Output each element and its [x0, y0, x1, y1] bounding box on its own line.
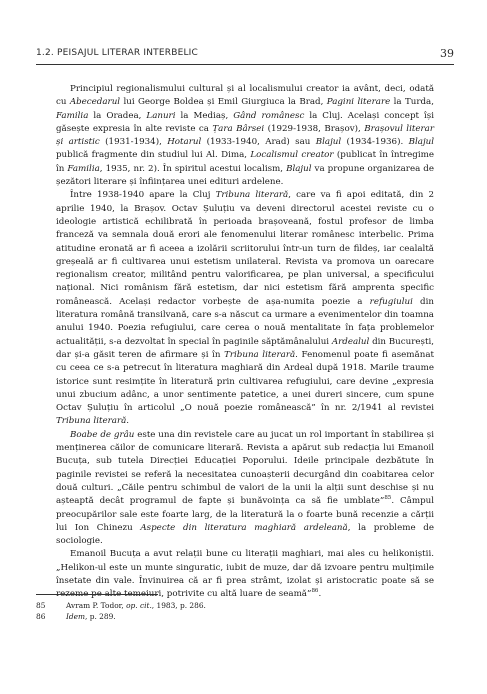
footnote [36, 600, 436, 611]
paragraph [56, 429, 434, 549]
text-run: la Oradea, [88, 110, 147, 121]
text-run: Principiul regionalismului cultural și al localismului creator ia avânt, deci, odată cu [56, 84, 434, 108]
italic-title: Brașovul literar și artistic [56, 123, 434, 148]
footnote-number: 86 [36, 612, 46, 621]
text-run: la Turda, [390, 97, 434, 108]
body-text [56, 83, 434, 602]
text-run: . Câmpul preocupărilor sale este foarte larg, de la literatură la o foarte bună recenzie a cărții lui Ion Chinezu [56, 496, 434, 533]
text-run: Emanoil Bucuța a avut relații bune cu literații maghiari, mai ales cu helikoniștii. „Helikon-ul este un munte singuratic, iubit de muze, dar dă izvoare pentru mulțimile însetate din vale. Învinuirea că ar fi prea strâmt, izolat și aristocratic poate să se rezeme pe alte temeiuri, potrivite cu altă luare de seamă” [56, 549, 434, 600]
text-run: (1933-1940, Arad) sau [201, 137, 316, 148]
text-run: , p. 289. [85, 612, 116, 621]
footnote-ref: 85 [384, 495, 392, 502]
italic-title: Țara Bârsei [212, 123, 265, 134]
paragraph [56, 83, 434, 189]
italic-title: Tribuna literară [215, 190, 289, 201]
running-header [36, 48, 454, 62]
text-run: (1931-1934), [99, 137, 168, 148]
italic-title: Familia [67, 163, 100, 174]
italic-title: Hotarul [167, 137, 202, 148]
italic-title: Aspecte din literatura maghiară ardeleană [140, 522, 348, 533]
italic-title: Blajul [315, 137, 342, 148]
text-run: (1934-1936). [341, 137, 409, 148]
italic-title: Blajul [286, 163, 312, 174]
italic-title: Localismul creator [250, 150, 334, 161]
text-run: , 1983, p. 286. [151, 601, 206, 610]
footnote-rule [36, 594, 158, 595]
italic-title: Gând românesc [233, 110, 305, 121]
italic-title: Idem [66, 612, 86, 621]
text-run: publică fragmente din studiul lui Al. Dima, [56, 150, 251, 161]
header-rule [36, 64, 454, 65]
footnote-text [66, 611, 116, 622]
text-run: la Mediaș, [175, 110, 234, 121]
italic-title: Tribuna literară [224, 349, 296, 360]
text-run: , 1935, nr. 2). În spiritul acestui localism, [99, 163, 287, 174]
page-number: 39 [440, 47, 454, 60]
text-run: la Cluj. Același concept își găsește expresia în alte reviste ca [56, 110, 434, 134]
italic-title: Abecedarul [69, 97, 121, 108]
italic-title: Tribuna literară [56, 416, 127, 427]
text-run: din literatura română transilvană, care s-a născut ca urmare a evenimentelor din toamna anului 1940. Poezia refugiului, care cerea o nouă mentalitate în fața problemelor actualității, s-a dezvoltat în special în paginile săptămânalului [56, 296, 434, 347]
text-run: lui George Boldea și Emil Giurgiuca la Brad, [120, 97, 327, 108]
text-run: , la probleme de sociologie. [56, 522, 434, 547]
italic-title: Familia [56, 110, 89, 121]
italic-title: Pagini literare [326, 97, 391, 108]
text-run: din București, dar și-a găsit teren de afirmare și în [56, 336, 434, 360]
text-run: Avram P. Todor, [66, 601, 127, 610]
italic-title: Blajul [408, 137, 435, 148]
italic-title: Lanuri [146, 110, 176, 121]
italic-title: refugiului [369, 296, 413, 307]
footnote-ref: 86 [311, 588, 319, 595]
text-run: (publicat în întregime în [56, 150, 434, 174]
text-run: . Fenomenul poate fi asemănat cu ceea ce s-a petrecut în literatura maghiară din Ardeal după 1918. Marile traume istorice sunt resimțite în literatură prin cultivarea refugiului, care devine „expresia unui zbucium adânc, a unor sentimente patetice, a unei dureri sincere, cum spune Octav Șuluțiu în articolul „O nouă poezie românească” în nr. 2/1941 al revistei [56, 349, 434, 414]
italic-title: Boabe de grâu [70, 429, 135, 440]
section-title: 1.2. PEISAJUL LITERAR INTERBELIC [36, 48, 199, 58]
paragraph [56, 189, 434, 428]
footnotes [36, 600, 436, 622]
footnote [36, 611, 436, 622]
text-run: Între 1938-1940 apare la Cluj [70, 190, 216, 201]
text-run: (1929-1938, Brașov), [264, 123, 365, 134]
text-run: . [318, 589, 322, 600]
text-run: va propune organizarea de șezători literare și înființarea unei edituri ardelene. [56, 163, 434, 188]
text-run: este una din revistele care au jucat un rol important în stabilirea și menținerea căilor de comunicare literară. Revista a apărut sub redacția lui Emanoil Bucuța, sub tutela Direcției Educației Poporului. Ideile principale dezbătute în paginile revistei se referă la necesitatea cunoașterii decurgând din coabitarea celor două culturi. „Căile pentru schimbul de valori de la unii la alții sunt deschise și nu așteaptă decât programul de fapte și bunăvoința ca să fie umblate” [56, 429, 434, 507]
italic-title: Ardealul [331, 336, 370, 347]
footnote-number: 85 [36, 601, 46, 610]
text-run: . [126, 416, 130, 427]
footnote-text [66, 600, 206, 611]
text-run: , care va fi apoi editată, din 2 aprilie 1940, la Brașov. Octav Șuluțiu va deveni directorul acestei reviste cu o ideologie artistică echilibrată în perioada brașoveană, fostul profesor de limba franceză va semnala două erori ale fenomenului literar românesc interbelic. Prima atitudine eronată ar fi aceea a izolării scriitorului într-un turn de fildeș, iar cealaltă greșeală ar fi cultivarea unui estetism unilateral. Revista va promova un oarecare regionalism creator, militând pentru valorificarea, pe plan universal, a specificului național. Nici românism fără estetism, dar nici estetism fără amprenta specific românească. Același redactor vorbește de așa-numita poezie a [56, 190, 434, 307]
italic-title: op. cit. [126, 601, 152, 610]
